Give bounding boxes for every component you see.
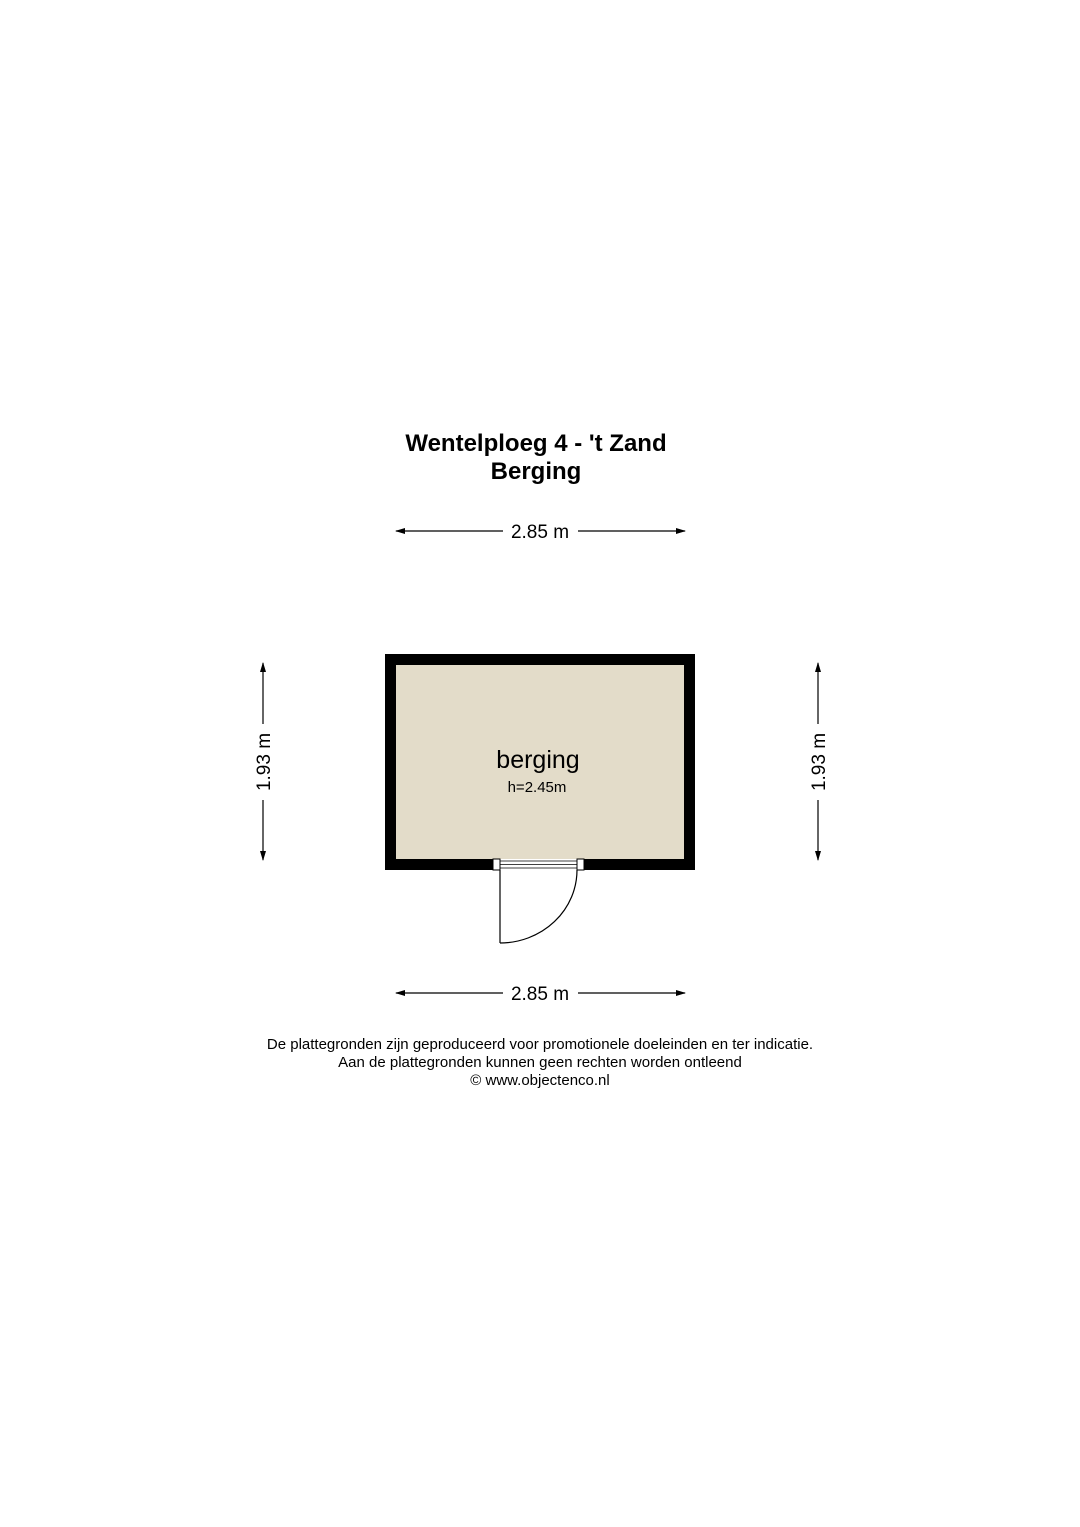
door-frame-right [577, 859, 584, 870]
disclaimer [0, 1036, 1080, 1090]
dimension-right [809, 663, 830, 860]
dimension-left [254, 663, 275, 860]
room-height: h=2.45m [507, 779, 567, 796]
dimension-top-label: 2.85 m [510, 522, 570, 543]
dimension-left-label: 1.93 m [254, 732, 275, 792]
dimension-bottom-label: 2.85 m [510, 984, 570, 1005]
door-swing-arc [500, 870, 577, 943]
plan-title-address: Wentelploeg 4 - 't Zand [405, 430, 667, 457]
disclaimer-line-1: De plattegronden zijn geproduceerd voor promotionele doeleinden en ter indicatie. [266, 1036, 814, 1053]
door [493, 859, 584, 943]
dimension-top [396, 522, 685, 543]
disclaimer-line-2: Aan de plattegronden kunnen geen rechten worden ontleend [338, 1054, 742, 1071]
dimension-bottom [396, 984, 685, 1005]
dimension-right-label: 1.93 m [809, 732, 830, 792]
disclaimer-copyright: © www.objectenco.nl [470, 1072, 610, 1089]
door-frame-left [493, 859, 500, 870]
plan-title-floor: Berging [490, 458, 582, 485]
room-name: berging [496, 746, 580, 774]
